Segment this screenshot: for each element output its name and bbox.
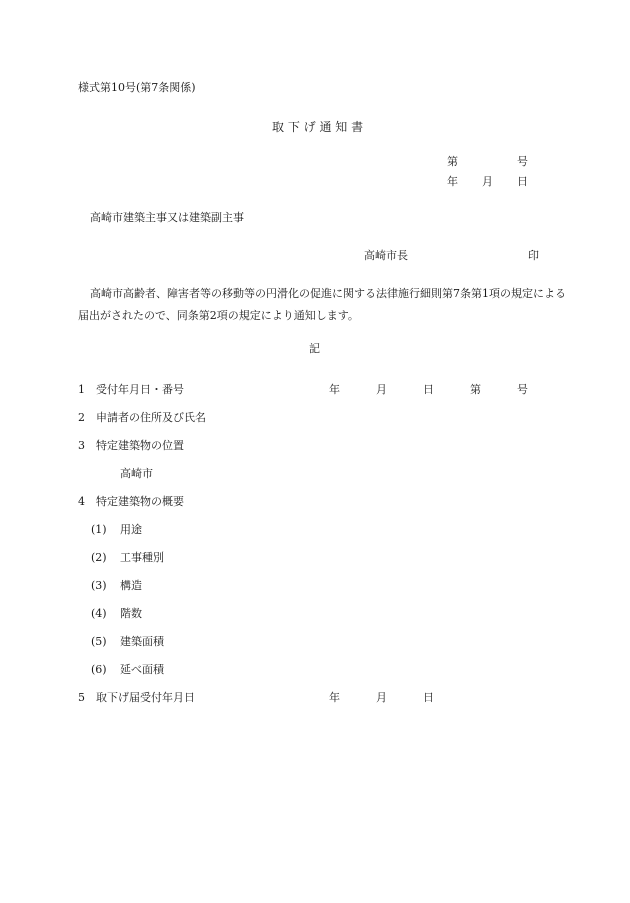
number-go: 号	[517, 155, 528, 168]
sub-item-label: 用途	[120, 523, 142, 536]
date-year: 年	[447, 175, 458, 188]
item-day: 日	[423, 383, 434, 396]
sub-item-number: (6)	[91, 663, 107, 676]
item-month: 月	[376, 691, 387, 704]
item-label: 取下げ届受付年月日	[96, 691, 195, 704]
item-label: 申請者の住所及び氏名	[96, 411, 206, 424]
sender-name: 高崎市長	[364, 249, 408, 262]
item-dai: 第	[470, 383, 481, 396]
sub-item-number: (5)	[91, 635, 107, 648]
item-day: 日	[423, 691, 434, 704]
sub-item-label: 構造	[120, 579, 142, 592]
sub-item-label: 階数	[120, 607, 142, 620]
body-paragraph: 高崎市高齢者、障害者等の移動等の円滑化の促進に関する法律施行細則第7条第1項の規定による届出がされたので、同条第2項の規定により通知します。	[78, 287, 566, 322]
sub-item-number: (2)	[91, 551, 107, 564]
date-month: 月	[482, 175, 493, 188]
sub-item-number: (3)	[91, 579, 107, 592]
form-label: 様式第10号(第7条関係)	[78, 81, 196, 94]
item-number: 4	[78, 495, 85, 508]
item-label: 受付年月日・番号	[96, 383, 184, 396]
number-dai: 第	[447, 155, 458, 168]
sub-item-label: 建築面積	[120, 635, 164, 648]
item-month: 月	[376, 383, 387, 396]
addressee: 高崎市建築主事又は建築副主事	[90, 211, 244, 224]
ki-heading: 記	[309, 342, 320, 355]
sub-item-number: (1)	[91, 523, 107, 536]
item-value: 高崎市	[120, 467, 153, 480]
item-year: 年	[329, 383, 340, 396]
item-label: 特定建築物の位置	[96, 439, 184, 452]
item-number: 3	[78, 439, 85, 452]
document-title: 取 下 げ 通 知 書	[272, 120, 364, 134]
sub-item-label: 工事種別	[120, 551, 164, 564]
item-number: 5	[78, 691, 85, 704]
seal-mark: 印	[528, 249, 539, 262]
sub-item-label: 延べ面積	[120, 663, 164, 676]
item-number: 2	[78, 411, 85, 424]
item-number: 1	[78, 383, 85, 396]
date-day: 日	[517, 175, 528, 188]
item-year: 年	[329, 691, 340, 704]
sub-item-number: (4)	[91, 607, 107, 620]
item-label: 特定建築物の概要	[96, 495, 184, 508]
item-go: 号	[517, 383, 528, 396]
